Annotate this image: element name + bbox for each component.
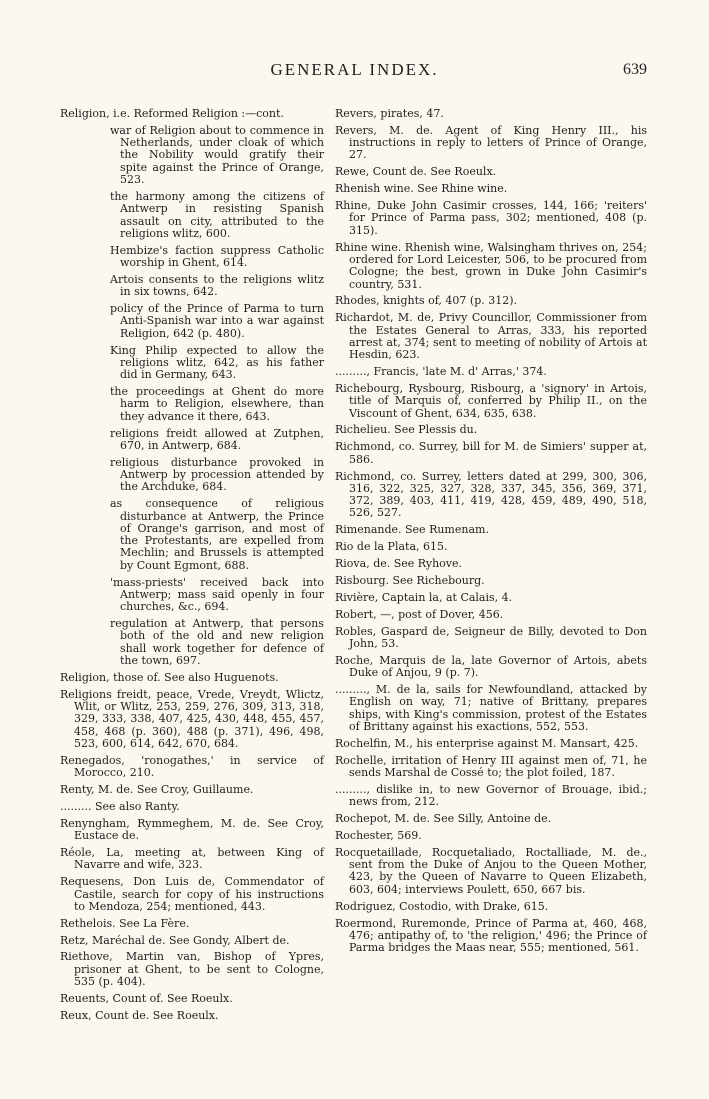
index-subentry: religious disturbance provoked in Antwerp by procession attended by the Archduke, 684. (110, 455, 324, 494)
index-entry: Richardot, M. de, Privy Councillor, Commissioner from the Estates General to Arras, 333, his reported arrest at, 374; sent to meeting of nobility of Artois at Hesdin, 623. (335, 311, 647, 362)
page-number: 639 (623, 61, 647, 78)
index-entry: Retz, Maréchal de. See Gondy, Albert de. (60, 933, 290, 947)
right-column (335, 108, 647, 959)
index-entry: Religions freidt, peace, Vrede, Vreydt, Wlictz, Wlit, or Wlitz, 253, 259, 276, 309, 313, 318, 329, 333, 338, 407, 425, 430, 448, 455, 457, 458, 468 (p. 360), 488 (p. 371), 496, 498, 523, 600, 614, 642, 670, 684. (60, 687, 324, 750)
index-entry: Rethelois. See La Fère. (60, 916, 190, 930)
index-entry: Religion, those of. See also Huguenots. (60, 670, 279, 684)
index-entry: Richmond, co. Surrey, letters dated at 299, 300, 306, 316, 322, 325, 327, 328, 337, 345, 356, 369, 371, 372, 389, 403, 411, 419, 428, 459, 489, 490, 518, 526, 527. (335, 469, 647, 520)
index-entry-heading: Religion, i.e. Reformed Religion :—cont. (60, 107, 284, 120)
index-entry: Risbourg. See Richebourg. (335, 574, 485, 587)
index-subentry: regulation at Antwerp, that persons both of the old and new religion shall work together for defence of the town, 697. (110, 617, 324, 667)
index-entry: Revers, M. de. Agent of King Henry III., his instructions in reply to letters of Prince of Orange, 27. (335, 123, 647, 162)
index-subentry: as consequence of religious disturbance at Antwerp, the Prince of Orange's garrison, and most of the Protestants, are expelled from Mechlin; and Brussels is attempted by Count Egmont, 688. (110, 497, 324, 572)
index-entry: ......... See also Ranty. (60, 799, 180, 813)
index-entry: Rivière, Captain la, at Calais, 4. (335, 590, 513, 604)
index-entry: Rocquetaillade, Rocquetaliado, Roctalliade, M. de., sent from the Duke of Anjou to the Queen Mother, 423, by the Queen of Navarre to Queen Elizabeth, 603, 604; interviews Poulett, 650, 667 bis. (335, 845, 647, 896)
index-entry: Reuents, Count of. See Roeulx. (60, 991, 233, 1005)
index-entry: Rochester, 569. (335, 828, 422, 842)
index-entry: Richelieu. See Plessis du. (335, 423, 478, 437)
index-entry: ........., M. de la, sails for Newfoundland, attacked by English on way, 71; native of Brittany, prepares ships, with King's commission, protest of the Estates of Brittany against his exactions, 552, 553. (335, 683, 647, 733)
index-entry: Richebourg, Rysbourg, Risbourg, a 'signory' in Artois, title of Marquis of, conferred by Philip II., on the Viscount of Ghent, 634, 635, 638. (335, 381, 647, 420)
index-entry: Rimenande. See Rumenam. (335, 523, 489, 537)
running-title: GENERAL INDEX. (270, 60, 439, 79)
index-entry: Riova, de. See Ryhove. (335, 557, 463, 571)
index-entry: Rochelfin, M., his enterprise against M. Mansart, 425. (335, 736, 639, 750)
index-entry: Renyngham, Rymmeghem, M. de. See Croy, Eustace de. (60, 816, 324, 843)
index-subentry: war of Religion about to commence in Netherlands, under cloak of which the Nobility would gratify their spite against the Prince of Orange, 523. (110, 123, 324, 187)
index-subentry: the proceedings at Ghent do more harm to Religion, elsewhere, than they advance it there, 643. (110, 385, 324, 423)
index-entry: Rodriguez, Costodio, with Drake, 615. (335, 899, 549, 913)
index-subentry: the harmony among the citizens of Antwerp in resisting Spanish assault on city, attributed to the religions wlitz, 600. (110, 189, 324, 240)
index-entry: Richmond, co. Surrey, bill for M. de Simiers' supper at, 586. (335, 440, 647, 466)
index-subentry: 'mass-priests' received back into Antwerp; mass said openly in four churches, &c., 694. (110, 575, 324, 614)
index-entry: Rewe, Count de. See Roeulx. (335, 165, 497, 179)
index-entry: Rochepot, M. de. See Silly, Antoine de. (335, 812, 552, 826)
index-entry: Requesens, Don Luis de, Commendator of Castile, search for copy of his instructions to Mendoza, 254; mentioned, 443. (60, 875, 324, 913)
index-entry: Rio de la Plata, 615. (335, 540, 448, 554)
index-entry: Renty, M. de. See Croy, Guillaume. (60, 783, 254, 797)
index-entry: Robles, Gaspard de, Seigneur de Billy, devoted to Don John, 53. (335, 624, 647, 650)
index-entry: Rhodes, knights of, 407 (p. 312). (335, 294, 518, 308)
page-header (0, 60, 709, 88)
index-subentry: Artois consents to the religions wlitz in six towns, 642. (110, 272, 324, 299)
index-entry: Réole, La, meeting at, between King of Navarre and wife, 323. (60, 846, 324, 872)
index-entry: Revers, pirates, 47. (335, 107, 444, 120)
index-entry: Rhine wine. Rhenish wine, Walsingham thrives on, 254; ordered for Lord Leicester, 506, to be procured from Cologne; the best, grown in Duke John Casimir's country, 531. (335, 240, 647, 291)
index-subentry: Hembize's faction suppress Catholic worship in Ghent, 614. (110, 243, 324, 270)
index-entry: Rhine, Duke John Casimir crosses, 144, 166; 'reiters' for Prince of Parma pass, 302; mentioned, 408 (p. 315). (335, 199, 647, 237)
index-subentry: religions freidt allowed at Zutphen, 670, in Antwerp, 684. (110, 426, 324, 452)
left-column (60, 108, 324, 1027)
index-subentry: policy of the Prince of Parma to turn Anti-Spanish war into a war against Religion, 642 (p. 480). (110, 302, 324, 340)
index-entry: Roermond, Ruremonde, Prince of Parma at, 460, 468, 476; antipathy of, to 'the religion,' 496; the Prince of Parma bridges the Maas near, 555; mentioned, 561. (335, 916, 647, 955)
index-entry: Reux, Count de. See Roeulx. (60, 1008, 219, 1022)
index-entry: Robert, —, post of Dover, 456. (335, 607, 504, 621)
index-entry: Renegados, 'ronogathes,' in service of Morocco, 210. (60, 753, 324, 780)
index-entry: ........., Francis, 'late M. d' Arras,' 374. (335, 365, 547, 379)
index-entry: Roche, Marquis de la, late Governor of Artois, abets Duke of Anjou, 9 (p. 7). (335, 653, 647, 680)
index-subentry: King Philip expected to allow the religions wlitz, 642, as his father did in Germany, 643. (110, 343, 324, 382)
index-entry: Riethove, Martin van, Bishop of Ypres, prisoner at Ghent, to be sent to Cologne, 535 (p. 404). (60, 950, 324, 989)
index-entry: Rochelle, irritation of Henry III against men of, 71, he sends Marshal de Cossé to; the plot foiled, 187. (335, 753, 647, 780)
index-entry: Rhenish wine. See Rhine wine. (335, 182, 508, 196)
index-entry: ........., dislike in, to new Governor of Brouage, ibid.; news from, 212. (335, 782, 647, 809)
